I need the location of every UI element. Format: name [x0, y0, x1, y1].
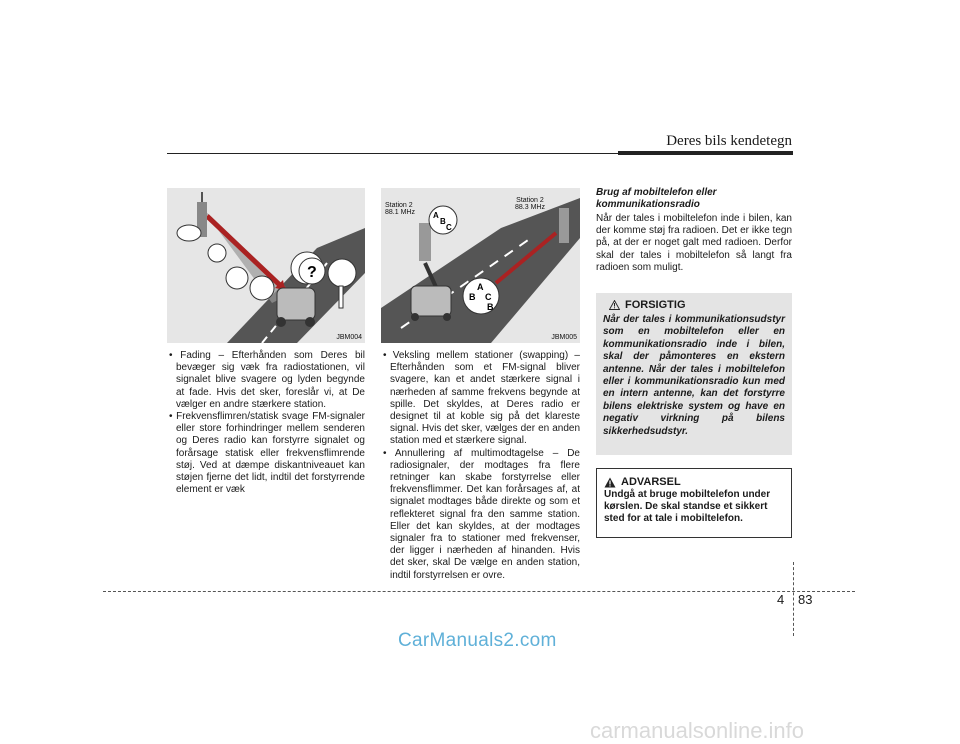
letter-a: A [433, 211, 439, 220]
caution-text: Når der tales i kommunikationsudstyr som en mobiltelefon eller en kommunikationsradio inde i bilen, skal der påmonteres en ekstern antenne. Når der tales i mobiltelefon eller i kommunikationsradio kun med en intern antenne, kan det forstyrre bilens elektriske system og have en negativ virkning på bilens sikkerhedsudstyr. [603, 314, 785, 437]
station-name: Station 2 [516, 197, 544, 204]
site-watermark: carmanualsonline.info [590, 718, 805, 743]
section-title: Deres bils kendetegn [666, 133, 792, 149]
fading-illustration [167, 188, 365, 343]
figure-code: JBM004 [336, 334, 362, 341]
letter-c: C [485, 292, 492, 302]
bullet-fading: • Fading – Efterhånden som Deres bil bevæger sig væk fra radiostationen, vil signalet blive svagere og lyden begynde at fade. Hvis det sker, foreslår vi, at De vælger en andre stærkere station. [169, 350, 365, 410]
chapter-number: 4 [777, 592, 785, 607]
section-body: Når der tales i mobiltelefon inde i bilen, kan der komme støj fra radioen. Det er ikke tegn på, at der er noget galt med radioen. Derfor skal der tales i mobiltelefon så langt fra radioen som muligt. [596, 213, 792, 273]
watermark-logo: CarManuals2.com [398, 630, 557, 651]
station-name: Station 2 [385, 202, 413, 209]
station-freq: 88.3 MHz [515, 204, 545, 211]
letter-c: C [446, 223, 452, 232]
caution-box [596, 293, 792, 455]
question-mark: ? [307, 264, 317, 281]
figure-fading [167, 188, 365, 343]
figure-swapping [381, 188, 580, 343]
figure-code: JBM005 [551, 334, 577, 341]
warning-text: Undgå at bruge mobiltelefon under kørslen. De skal standse et sikkert sted for at tale i mobiltelefon. [604, 489, 771, 525]
footer-rule [103, 591, 855, 592]
letter-a: A [477, 282, 484, 292]
letter-b: B [440, 217, 446, 226]
bullet-multipath: • Annullering af multimodtagelse – De radiosignaler, der modtages fra flere retninger kan skabe forstyrrelse eller frekvensflimmer. Det kan forårsages af, at signalet modtages både direkte og som et reflekteret signal fra den samme station. Eller det kan skyldes, at der modtages signaler fra to stationer med frekvenser, der ligger i nærheden af hinanden. Hvis det sker, skal De vælge en anden station, indtil forstyrrelsen er ovre. [383, 447, 580, 581]
warning-icon [604, 477, 616, 488]
station-label-right [515, 197, 545, 211]
column-2 [381, 350, 580, 582]
header-rule-thick [618, 151, 793, 155]
caution-title: FORSIGTIG [625, 299, 686, 311]
letter-b: B [487, 302, 494, 312]
station-label-left [385, 202, 415, 216]
page-number: 83 [798, 592, 813, 607]
column-1 [167, 350, 365, 496]
bullet-flicker: • Frekvensflimren/statisk svage FM-signaler eller store forhindringer mellem senderen og Deres radio kan forstyrre signalet og forårsage statisk eller frekvensflimrende støj. Ved at dæmpe diskantniveauet kan støjen fjerne det lidt, indtil det forstyrrende element er væk [169, 411, 365, 496]
footer-divider [793, 562, 794, 636]
warning-title: ADVARSEL [621, 476, 681, 488]
section-heading: Brug af mobiltelefon eller kommunikationsradio [596, 187, 717, 210]
caution-icon [609, 300, 620, 310]
bullet-swapping: • Veksling mellem stationer (swapping) – Efterhånden som et FM-signal bliver svagere, kan et andet stærkere signal i nærheden af samme frekvens begynde at spille. Det skyldes, at Deres radio er designet til at koble sig på det klareste signal. Hvis det sker, vælges der en anden station med et stærkere signal. [383, 350, 580, 447]
warning-box [596, 468, 792, 538]
letter-b: B [469, 292, 476, 302]
column-3 [596, 187, 792, 274]
station-freq: 88.1 MHz [385, 209, 415, 216]
